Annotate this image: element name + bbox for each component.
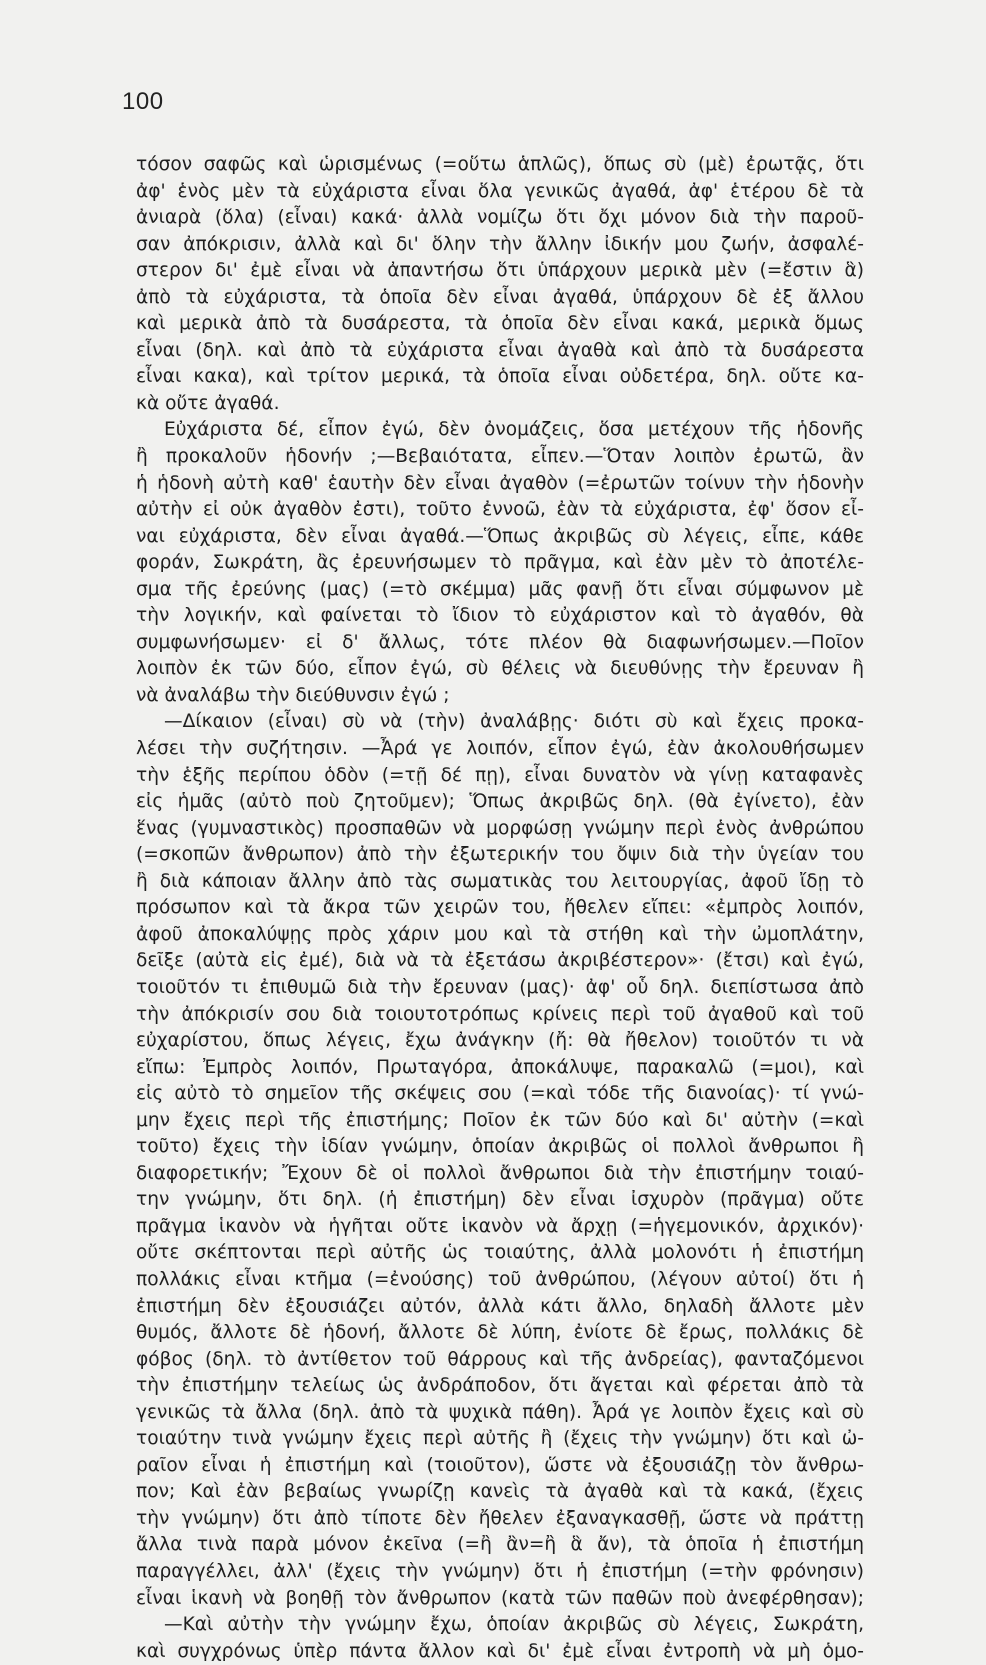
text-line: τὴν ἐπιστήμην τελείως ὡς ἀνδράποδον, ὅτι ἄγεται καὶ φέρεται ἀπὸ τὰ [136,1375,864,1397]
text-line: ἀφ' ἑνὸς μὲν τὰ εὐχάριστα εἶναι ὅλα γενικῶς ἀγαθά, ἀφ' ἑτέρου δὲ τὰ [136,180,864,202]
text-line: στερον δι' ἐμὲ εἶναι νὰ ἀπαντήσω ὅτι ὑπάρχουν μερικὰ μὲν (=ἔστιν ἃ) [136,260,864,282]
text-line: εἶναι κακα), καὶ τρίτον μερικά, τὰ ὁποῖα εἶναι οὐδετέρα, δηλ. οὔτε κα- [136,366,864,388]
text-line: εἶναι (δηλ. καὶ ἀπὸ τὰ εὐχάριστα εἶναι ἀγαθὰ καὶ ἀπὸ τὰ δυσάρεστα [136,339,864,361]
text-line: τόσον σαφῶς καὶ ὡρισμένως (=οὕτω ἁπλῶς), ὅπως σὺ (μὲ) ἐρωτᾷς, ὅτι [136,154,864,175]
text-line: πολλάκις εἶναι κτῆμα (=ἐνούσης) τοῦ ἀνθρώπου, (λέγουν αὐτοί) ὅτι ἡ [136,1268,864,1290]
text-line: σαν ἀπόκρισιν, ἀλλὰ καὶ δι' ὅλην τὴν ἄλλην ἰδικήν μου ζωήν, ἀσφαλέ- [136,233,864,255]
text-line: (=σκοπῶν ἄνθρωπον) ἀπὸ τὴν ἐξωτερικήν του ὄψιν διὰ τὴν ὑγείαν του [136,844,864,866]
text-line: καὶ μερικὰ ἀπὸ τὰ δυσάρεστα, τὰ ὁποῖα δὲν εἶναι κακά, μερικὰ ὅμως [136,313,864,335]
text-line: αὐτὴν εἰ οὐκ ἀγαθὸν ἐστι), τοῦτο ἐννοῶ, ἐὰν τὰ εὐχάριστα, ἐφ' ὅσον εἶ- [136,499,864,521]
text-line: συμφωνήσωμεν· εἰ δ' ἄλλως, τότε πλέον θὰ διαφωνήσωμεν.—Ποῖον [136,631,864,653]
text-line: εἴπω: Ἐμπρὸς λοιπόν, Πρωταγόρα, ἀποκάλυψε, παρακαλῶ (=μοι), καὶ [136,1056,864,1078]
text-line: ἢ προκαλοῦν ἡδονήν ;—Βεβαιότατα, εἶπεν.—Ὅταν λοιπὸν ἐρωτῶ, ἂν [136,446,864,468]
text-line: εἰς αὐτὸ τὸ σημεῖον τῆς σκέψεις σου (=καὶ τόδε τῆς διανοίας)· τί γνώ- [136,1083,864,1105]
text-line: ἀνιαρὰ (ὅλα) (εἶναι) κακά· ἀλλὰ νομίζω ὅτι ὄχι μόνον διὰ τὴν παροῦ- [136,207,864,229]
text-line: ἄλλα τινὰ παρὰ μόνον ἐκεῖνα (=ἢ ἂν=ἢ ἃ ἄν), τὰ ὁποῖα ἡ ἐπιστήμη [136,1534,864,1556]
text-line: σμα τῆς ἐρεύνης (μας) (=τὸ σκέμμα) μᾶς φανῇ ὅτι εἶναι σύμφωνον μὲ [136,578,864,600]
text-line: γενικῶς τὰ ἄλλα (δηλ. ἀπὸ τὰ ψυχικὰ πάθη). Ἆρά γε λοιπὸν ἔχεις καὶ σὺ [136,1401,864,1423]
text-line: πρόσωπον καὶ τὰ ἄκρα τῶν χειρῶν του, ἤθελεν εἴπει: «ἐμπρὸς λοιπόν, [136,897,864,919]
body-text [136,152,864,1665]
text-line: ἡ ἡδονὴ αὐτὴ καθ' ἑαυτὴν δὲν εἶναι ἀγαθὸν (=ἐρωτῶν τοίνυν τὴν ἡδονὴν [136,472,864,494]
text-line: —Καὶ αὐτὴν τὴν γνώμην ἔχω, ὁποίαν ἀκριβῶς σὺ λέγεις, Σωκράτη, [164,1614,864,1636]
text-line: τὴν γνώμην) ὅτι ἀπὸ τίποτε δὲν ἤθελεν ἐξαναγκασθῇ, ὥστε νὰ πράττῃ [136,1507,864,1529]
page-number: 100 [122,88,164,115]
text-line: εἶναι ἱκανὴ νὰ βοηθῇ τὸν ἄνθρωπον (κατὰ τῶν παθῶν ποὺ ἀνεφέρθησαν); [136,1587,864,1609]
text-line: εὐχαρίστου, ὅπως λέγεις, ἔχω ἀνάγκην (ἤ: θὰ ἤθελον) τοιοῦτόν τι νὰ [136,1030,864,1052]
text-line: πρᾶγμα ἱκανὸν νὰ ἡγῆται οὔτε ἱκανὸν νὰ ἄρχῃ (=ἡγεμονικόν, ἀρχικόν)· [136,1215,864,1237]
text-line: ἀφοῦ ἀποκαλύψῃς πρὸς χάριν μου καὶ τὰ στήθη καὶ τὴν ὠμοπλάτην, [136,923,864,945]
text-line: κὰ οὔτε ἀγαθά. [136,392,280,414]
text-line: τοιοῦτόν τι ἐπιθυμῶ διὰ τὴν ἔρευναν (μας)· ἀφ' οὗ δηλ. διεπίστωσα ἀπὸ [136,976,864,998]
text-line: καὶ συγχρόνως ὑπὲρ πάντα ἄλλον καὶ δι' ἐμὲ εἶναι ἐντροπὴ νὰ μὴ ὁμο- [136,1640,864,1662]
text-line: οὔτε σκέπτονται περὶ αὐτῆς ὡς τοιαύτης, ἀλλὰ μολονότι ἡ ἐπιστήμη [136,1242,864,1264]
text-line: νὰ ἀναλάβω τὴν διεύθυνσιν ἐγώ ; [136,684,450,706]
text-line: ἢ διὰ κάποιαν ἄλλην ἀπὸ τὰς σωματικὰς του λειτουργίας, ἀφοῦ ἴδῃ τὸ [136,870,864,892]
text-line: τὴν ἀπόκρισίν σου διὰ τοιουτοτρόπως κρίνεις περὶ τοῦ ἀγαθοῦ καὶ τοῦ [136,1003,864,1025]
text-line: τοῦτο) ἔχεις τὴν ἰδίαν γνώμην, ὁποίαν ἀκριβῶς οἱ πολλοὶ ἄνθρωποι ἢ [136,1136,864,1158]
text-line: ἕνας (γυμναστικὸς) προσπαθῶν νὰ μορφώσῃ γνώμην περὶ ἑνὸς ἀνθρώπου [136,817,864,839]
text-line: λοιπὸν ἐκ τῶν δύο, εἶπον ἐγώ, σὺ θέλεις νὰ διευθύνῃς τὴν ἔρευναν ἢ [136,658,864,680]
text-line: διαφορετικήν; Ἔχουν δὲ οἱ πολλοὶ ἄνθρωποι διὰ τὴν ἐπιστήμην τοιαύ- [136,1162,864,1184]
text-line: εἰς ἡμᾶς (αὐτὸ ποὺ ζητοῦμεν); Ὅπως ἀκριβῶς δηλ. (θὰ ἐγίνετο), ἐὰν [136,791,864,813]
text-line: ἐπιστήμη δὲν ἐξουσιάζει αὐτόν, ἀλλὰ κάτι ἄλλο, δηλαδὴ ἄλλοτε μὲν [136,1295,864,1317]
text-line: παραγγέλλει, ἀλλ' (ἔχεις τὴν γνώμην) ὅτι ἡ ἐπιστήμη (=τὴν φρόνησιν) [136,1560,864,1582]
text-line: ἀπὸ τὰ εὐχάριστα, τὰ ὁποῖα δὲν εἶναι ἀγαθά, ὑπάρχουν δὲ ἐξ ἄλλου [136,286,864,308]
text-line: την γνώμην, ὅτι δηλ. (ἡ ἐπιστήμη) δὲν εἶναι ἰσχυρὸν (πρᾶγμα) οὔτε [136,1189,864,1211]
text-line: ναι εὐχάριστα, δὲν εἶναι ἀγαθά.—Ὅπως ἀκριβῶς σὺ λέγεις, εἶπε, κάθε [136,525,864,547]
text-line: τοιαύτην τινὰ γνώμην ἔχεις περὶ αὐτῆς ἢ (ἔχεις τὴν γνώμην) ὅτι καὶ ὠ- [136,1428,864,1450]
text-line: τὴν ἑξῆς περίπου ὁδὸν (=τῇ δέ πῃ), εἶναι δυνατὸν νὰ γίνῃ καταφανὲς [136,764,864,786]
text-line: τὴν λογικήν, καὶ φαίνεται τὸ ἴδιον τὸ εὐχάριστον καὶ τὸ ἀγαθόν, θὰ [136,605,864,627]
text-line: ραῖον εἶναι ἡ ἐπιστήμη καὶ (τοιοῦτον), ὥστε νὰ ἐξουσιάζῃ τὸν ἄνθρω- [136,1454,864,1476]
text-line: φοράν, Σωκράτη, ἂς ἐρευνήσωμεν τὸ πρᾶγμα, καὶ ἐὰν μὲν τὸ ἀποτέλε- [136,552,864,574]
text-line: δεῖξε (αὐτὰ εἰς ἐμέ), διὰ νὰ τὰ ἐξετάσω ἀκριβέστερον»· (ἔτσι) καὶ ἐγώ, [136,950,864,972]
text-line: μην ἔχεις περὶ τῆς ἐπιστήμης; Ποῖον ἐκ τῶν δύο καὶ δι' αὐτὴν (=καὶ [136,1109,864,1131]
text-line: θυμός, ἄλλοτε δὲ ἡδονή, ἄλλοτε δὲ λύπη, ἐνίοτε δὲ ἔρως, πολλάκις δὲ [136,1322,864,1344]
text-line: Εὐχάριστα δέ, εἶπον ἐγώ, δὲν ὀνομάζεις, ὅσα μετέχουν τῆς ἡδονῆς [164,419,864,441]
text-line: —Δίκαιον (εἶναι) σὺ νὰ (τὴν) ἀναλάβῃς· διότι σὺ καὶ ἔχεις προκα- [164,711,864,733]
text-line: πον; Καὶ ἐὰν βεβαίως γνωρίζῃ κανεὶς τὰ ἀγαθὰ καὶ τὰ κακά, (ἔχεις [136,1481,864,1503]
text-line: φόβος (δηλ. τὸ ἀντίθετον τοῦ θάρρους καὶ τῆς ἀνδρείας), φανταζόμενοι [136,1348,864,1370]
text-line: λέσει τὴν συζήτησιν. —Ἆρά γε λοιπόν, εἶπον ἐγώ, ἐὰν ἀκολουθήσωμεν [136,738,864,760]
